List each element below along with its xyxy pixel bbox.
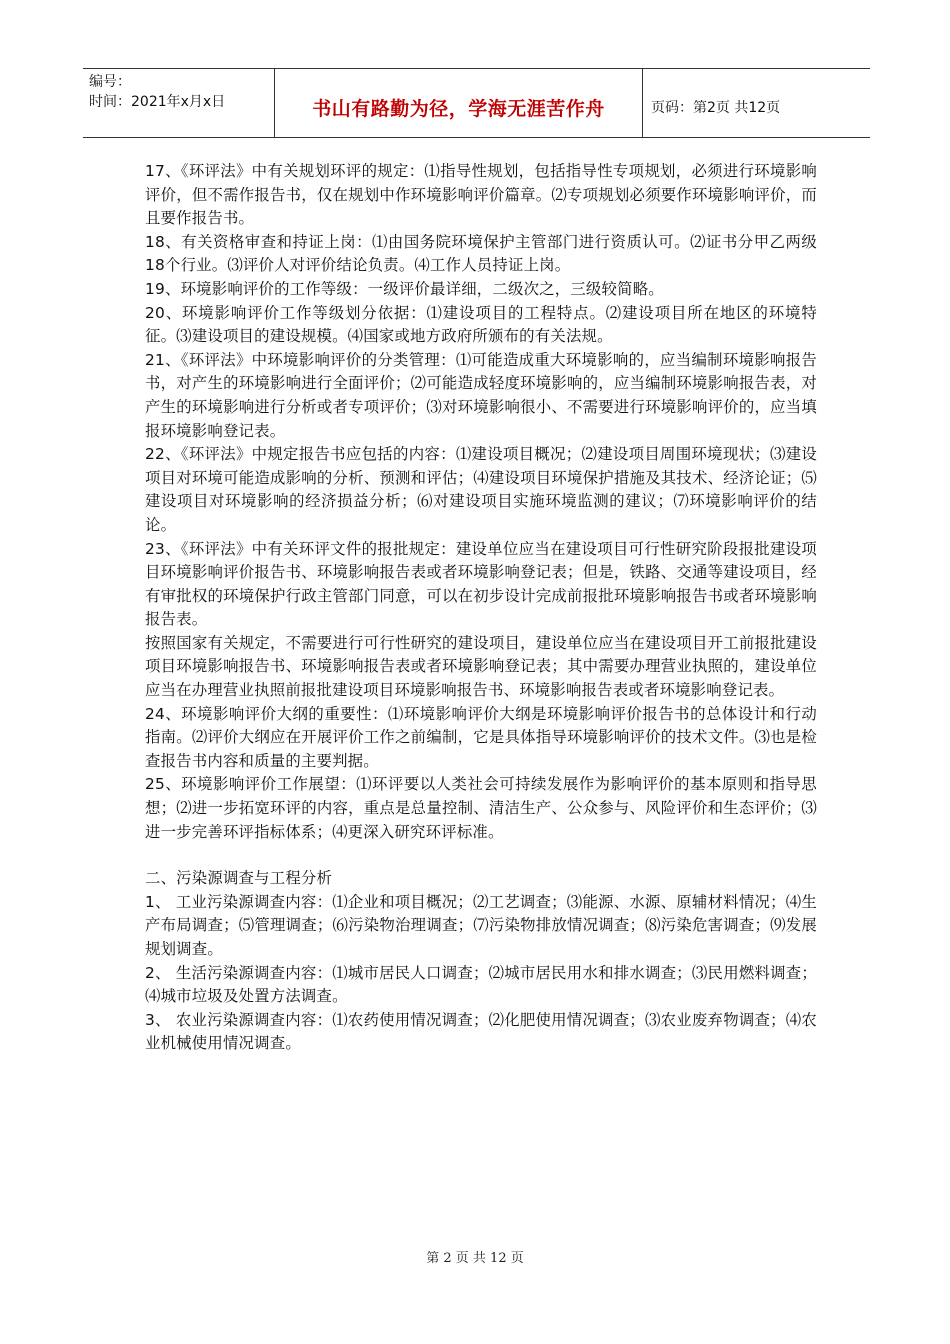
section-paragraph-3: 3、 农业污染源调查内容：⑴农药使用情况调查；⑵化肥使用情况调查；⑶农业废弃物调查；⑷农业机械使用情况调查。 xyxy=(145,1010,817,1053)
paragraph-19: 19、环境影响评价的工作等级：一级评价最详细，二级次之，三级较简略。 xyxy=(145,279,664,298)
paragraph-21: 21、《环评法》中环境影响评价的分类管理：⑴可能造成重大环境影响的，应当编制环境影响报告书，对产生的环境影响进行全面评价；⑵可能造成轻度环境影响的，应当编制环境影响报告表，对产生的环境影响进行分析或者专项评价；⑶对环境影响很小、不需要进行环境影响评价的，应当填报环境影响登记表。 xyxy=(145,350,817,440)
section-title: 二、污染源调查与工程分析 xyxy=(145,869,333,888)
paragraph-18: 18、有关资格审查和持证上岗：⑴由国务院环境保护主管部门进行资质认可。⑵证书分甲乙两级18个行业。⑶评价人对评价结论负责。⑷工作人员持证上岗。 xyxy=(145,232,817,275)
time-label: 时间：2021年x月x日 xyxy=(89,94,226,110)
header-motto: 书山有路勤为径，学海无涯苦作舟 xyxy=(275,69,643,137)
paragraph-20: 20、环境影响评价工作等级划分依据：⑴建设项目的工程特点。⑵建设项目所在地区的环境特征。⑶建设项目的建设规模。⑷国家或地方政府所颁布的有关法规。 xyxy=(145,303,817,346)
paragraph-17: 17、《环评法》中有关规划环评的规定：⑴指导性规划，包括指导性专项规划，必须进行环境影响评价，但不需作报告书，仅在规划中作环境影响评价篇章。⑵专项规划必须要作环境影响评价，而且要作报告书。 xyxy=(145,162,817,228)
paragraph-23-cont: 按照国家有关规定，不需要进行可行性研究的建设项目，建设单位应当在建设项目开工前报批建设项目环境影响报告书、环境影响报告表或者环境影响登记表；其中需要办理营业执照的，建设单位应当在办理营业执照前报批建设项目环境影响报告书、环境影响报告表或者环境影响登记表。 xyxy=(145,633,817,700)
paragraph-25: 25、环境影响评价工作展望：⑴环评要以人类社会可持续发展作为影响评价的基本原则和指导思想；⑵进一步拓宽环评的内容，重点是总量控制、清洁生产、公众参与、风险评价和生态评价；⑶进一步完善环评指标体系；⑷更深入研究环评标准。 xyxy=(145,775,817,841)
paragraph-24: 24、环境影响评价大纲的重要性：⑴环境影响评价大纲是环境影响评价报告书的总体设计和行动指南。⑵评价大纲应在开展评价工作之前编制，它是具体指导环境影响评价的技术文件。⑶也是检查报告书内容和质量的主要判据。 xyxy=(145,704,817,770)
page-footer: 第 2 页 共 12 页 xyxy=(426,1251,524,1266)
section-paragraph-1: 1、 工业污染源调查内容：⑴企业和项目概况；⑵工艺调查；⑶能源、水源、原辅材料情况；⑷生产布局调查；⑸管理调查；⑹污染物治理调查；⑺污染物排放情况调查；⑻污染危害调查；⑼发展规划调查。 xyxy=(145,892,817,958)
header-meta xyxy=(83,69,275,137)
section-paragraph-2: 2、 生活污染源调查内容：⑴城市居民人口调查；⑵城市居民用水和排水调查；⑶民用燃料调查；⑷城市垃圾及处置方法调查。 xyxy=(145,963,817,1006)
document-body xyxy=(145,160,817,1056)
number-label: 编号： xyxy=(89,74,131,90)
header-page-label: 页码：第2页 共12页 xyxy=(651,100,781,116)
page-header xyxy=(83,68,870,138)
paragraph-22: 22、《环评法》中规定报告书应包括的内容：⑴建设项目概况；⑵建设项目周围环境现状；⑶建设项目对环境可能造成影响的分析、预测和评估；⑷建设项目环境保护措施及其技术、经济论证；⑸建设项目对环境影响的经济损益分析；⑹对建设项目实施环境监测的建议；⑺环境影响评价的结论。 xyxy=(145,445,817,534)
paragraph-23: 23、《环评法》中有关环评文件的报批规定：建设单位应当在建设项目可行性研究阶段报批建设项目环境影响评价报告书、环境影响报告表或者环境影响登记表；但是，铁路、交通等建设项目，经有审批权的环境保护行政主管部门同意，可以在初步设计完成前报批环境影响报告书或者环境影响报告表。 xyxy=(145,539,817,629)
